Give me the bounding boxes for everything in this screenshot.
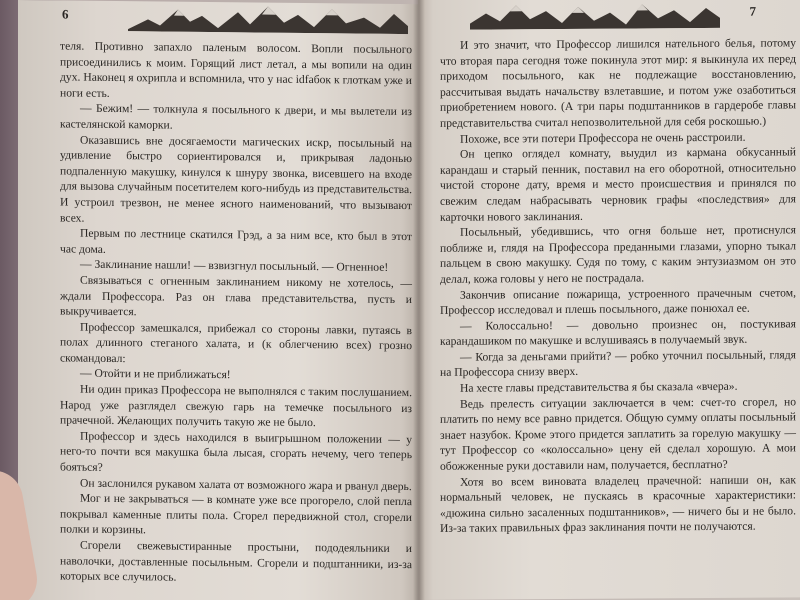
left-paragraph: — Отойти и не приближаться! xyxy=(80,367,231,382)
right-page xyxy=(418,0,800,600)
mountain-ornament-left xyxy=(128,1,408,34)
right-paragraph: — Колоссально! — довольно произнес он, постукивая карандашиком по макушке и вслушиваясь в получаемый звук. xyxy=(440,317,796,349)
right-paragraph: И это значит, что Профессор лишился нательного белья, потому что вторая пара сегодня тоже покинула этот мир: я выкинула их перед приходом посыльного, как не подлежащие восстановлению, рассчитывая выдать начальству взлетавшие, и потом уже озаботиться приобретением нового. (А три пары подштанников в гардеробе главы представительства считал непозволительной для себя роскошью.) xyxy=(440,36,796,130)
left-page-number: 6 xyxy=(62,6,69,22)
left-paragraph: Оказавшись вне досягаемости магических искр, посыльный на удивление быстро сориентировался и, прикрывая ладонью подпаленную макушку, кинулся к шнуру звонка, висевшего на входе для вызова случайным посетителем кого-нибудь из представительства. И устроил трезвон, не менее ясного наименований, что вызывают всех. xyxy=(60,133,412,225)
open-book xyxy=(18,0,800,600)
right-paragraph: — Когда за деньгами прийти? — робко уточнил посыльный, глядя на Профессора снизу вверх. xyxy=(440,348,796,380)
right-paragraph: Он цепко оглядел комнату, выудил из кармана обкусанный карандаш и старый пенник, поставил на его оборотной, относительно чистой стороне дату, время и место происшествия и принялся по свежим следам набрасывать черновик графы «последствия» для карточки нового заклинания. xyxy=(440,145,796,224)
left-paragraph: — Заклинание нашли! — взвизгнул посыльный. — Огненное! xyxy=(80,257,389,275)
left-paragraph: Ни один приказ Профессора не выполнялся с таким послушанием. Народ уже разглядел свежую гарь на темечке посыльного из прачечной. Желающих получить такую же не было. xyxy=(60,382,412,430)
left-paragraph: Он заслонился рукавом халата от возможного жара и рванул дверь. xyxy=(80,476,412,493)
book-gutter xyxy=(413,0,425,600)
left-page-text xyxy=(60,38,412,587)
right-page-text xyxy=(440,35,796,536)
left-paragraph: Связываться с огненным заклинанием никому не хотелось, — ждали Профессора. Раз он глава представительства, пусть и выкручивается. xyxy=(60,273,412,319)
right-paragraph: Закончив описание пожарища, устроенного прачечным счетом, Профессор исследовал и плешь посыльного, даже понюхал ее. xyxy=(440,285,796,317)
left-page xyxy=(18,0,418,600)
right-paragraph: На хесте главы представительства я бы сказала «вчера». xyxy=(460,379,738,395)
left-paragraph: Профессор и здесь находился в выигрышном положении — у него-то почти вся макушка была лысая, сгорать нечему, чего теперь бояться? xyxy=(60,429,412,474)
left-paragraph: Профессор замешкался, прибежал со стороны лавки, путаясь в полах длинного стеганого халата, и (к облегчению всех) грозно скомандовал: xyxy=(60,320,412,366)
right-page-number: 7 xyxy=(749,3,756,19)
left-paragraph: — Бежим! — толкнула я посыльного к двери, и мы вылетели из кастелянской каморки. xyxy=(60,102,412,132)
left-paragraph: Первым по лестнице скатился Грэд, а за ним все, кто был в этот час дома. xyxy=(60,226,412,256)
left-paragraph: Мог и не закрываться — в комнате уже все прогорело, слой пепла покрывал каменные плиты пола. Сгорел передвижной стол, сгорели полки и корзины. xyxy=(60,491,412,537)
mountain-ornament-right xyxy=(470,0,720,30)
left-paragraph: теля. Противно запахло паленым волосом. Вопли посыльного присоединились к моим. Горящий лист летал, а мы вопили на один дух. Наконец я охрипла и вспомнила, что у нас idfaбoк к глоткам уже и ноги есть. xyxy=(60,39,412,100)
right-paragraph: Похоже, все эти потери Профессора не очень расстроили. xyxy=(460,130,746,146)
right-paragraph: Ведь прелесть ситуации заключается в чем: счет-то сгорел, но платить по нему все равно придется. Общую сумму оплаты посыльный знает назубок. Кроме этого придется заплатить за горелую макушку — тут Профессор со «колоссально» цену ей сделал хорошую. А мои обожженные руки доставили нам, получается, бесплатно? xyxy=(440,395,796,473)
right-paragraph: Посыльный, убедившись, что огня больше нет, протиснулся поближе и, глядя на Профессора преданными глазами, упорно тыкал пальцем в свою макушку. Судя по тому, с каким энтузиазмом он это делал, кожа головы у него не пострадала. xyxy=(440,223,796,286)
right-paragraph: Хотя во всем виновата владелец прачечной: напиши он, как нормальный человек, не пускаясь в красочные характеристики: «дюжина сильно засаленных подштанников», — ничего бы и не было. Из-за таких правильных фраз заклинания почти не получаются. xyxy=(440,472,796,536)
left-paragraph: Сгорели свежевыстиранные простыни, пододеяльники и наволочки, доставленные посыльным. Сгорели и подштанники, из-за которых все случилось. xyxy=(60,538,412,584)
